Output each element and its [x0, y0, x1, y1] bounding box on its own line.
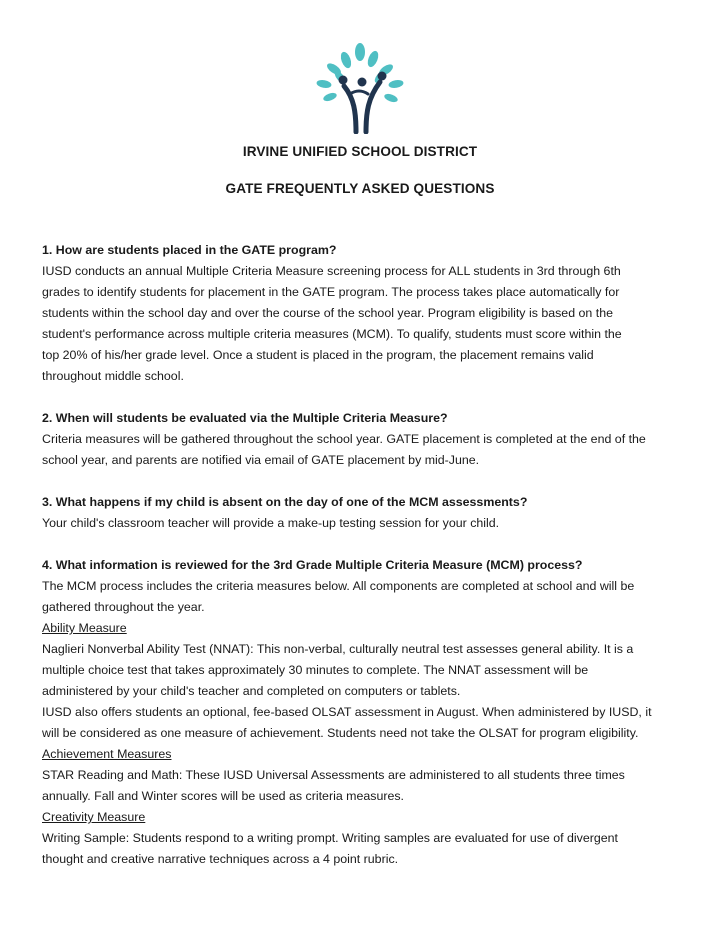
faq-title: GATE FREQUENTLY ASKED QUESTIONS — [225, 181, 495, 196]
faq-answer-line: Your child's classroom teacher will provide a make-up testing session for your child. — [42, 516, 500, 530]
faq-answer-line: student's performance across multiple criteria measures (MCM). To qualify, students must score within the — [42, 327, 622, 341]
ability-measure-heading: Ability Measure — [42, 621, 127, 635]
achievement-measures-heading: Achievement Measures — [42, 747, 172, 761]
spacer — [42, 471, 682, 492]
faq-answer-line: administered by your child's teacher and completed on computers or tablets. — [42, 684, 461, 698]
faq-answer-line: top 20% of his/her grade level. Once a student is placed in the program, the placement remains valid — [42, 348, 594, 362]
faq-answer-line: school year, and parents are notified via email of GATE placement by mid-June. — [42, 453, 480, 467]
faq-answer-line: Criteria measures will be gathered throughout the school year. GATE placement is completed at the end of the — [42, 432, 646, 446]
faq-answer-line: IUSD also offers students an optional, fee-based OLSAT assessment in August. When administered by IUSD, it — [42, 705, 652, 719]
faq-answer-line: grades to identify students for placement in the GATE program. The process takes place automatically for — [42, 285, 620, 299]
faq-answer-line: Naglieri Nonverbal Ability Test (NNAT): This non-verbal, culturally neutral test assesses general ability. It is a — [42, 642, 634, 656]
faq-answer-line: annually. Fall and Winter scores will be used as criteria measures. — [42, 789, 405, 803]
faq-answer-line: STAR Reading and Math: These IUSD Universal Assessments are administered to all students three times — [42, 768, 625, 782]
title-block — [0, 143, 720, 198]
faq-question: 4. What information is reviewed for the 3rd Grade Multiple Criteria Measure (MCM) process? — [42, 558, 583, 572]
faq-content — [42, 240, 682, 870]
faq-answer-line: throughout middle school. — [42, 369, 184, 383]
faq-answer-line: gathered throughout the year. — [42, 600, 205, 614]
district-title: IRVINE UNIFIED SCHOOL DISTRICT — [242, 144, 478, 159]
spacer — [42, 534, 682, 555]
faq-answer-line: multiple choice test that takes approximately 30 minutes to complete. The NNAT assessment will be — [42, 663, 589, 677]
faq-answer-line: will be considered as one measure of achievement. Students need not take the OLSAT for program eligibility. — [42, 726, 639, 740]
spacer — [42, 387, 682, 408]
faq-question: 3. What happens if my child is absent on the day of one of the MCM assessments? — [42, 495, 528, 509]
tree-people-logo-icon — [310, 42, 410, 134]
faq-answer-line: students within the school day and over the course of the school year. Program eligibility is based on the — [42, 306, 613, 320]
faq-question: 1. How are students placed in the GATE program? — [42, 243, 337, 257]
faq-answer-line: Writing Sample: Students respond to a writing prompt. Writing samples are evaluated for use of divergent — [42, 831, 618, 845]
creativity-measure-heading: Creativity Measure — [42, 810, 146, 824]
faq-answer-line: The MCM process includes the criteria measures below. All components are completed at school and will be — [42, 579, 635, 593]
faq-answer-line: IUSD conducts an annual Multiple Criteria Measure screening process for ALL students in 3rd through 6th — [42, 264, 621, 278]
faq-answer-line: thought and creative narrative techniques across a 4 point rubric. — [42, 852, 399, 866]
faq-question: 2. When will students be evaluated via the Multiple Criteria Measure? — [42, 411, 448, 425]
